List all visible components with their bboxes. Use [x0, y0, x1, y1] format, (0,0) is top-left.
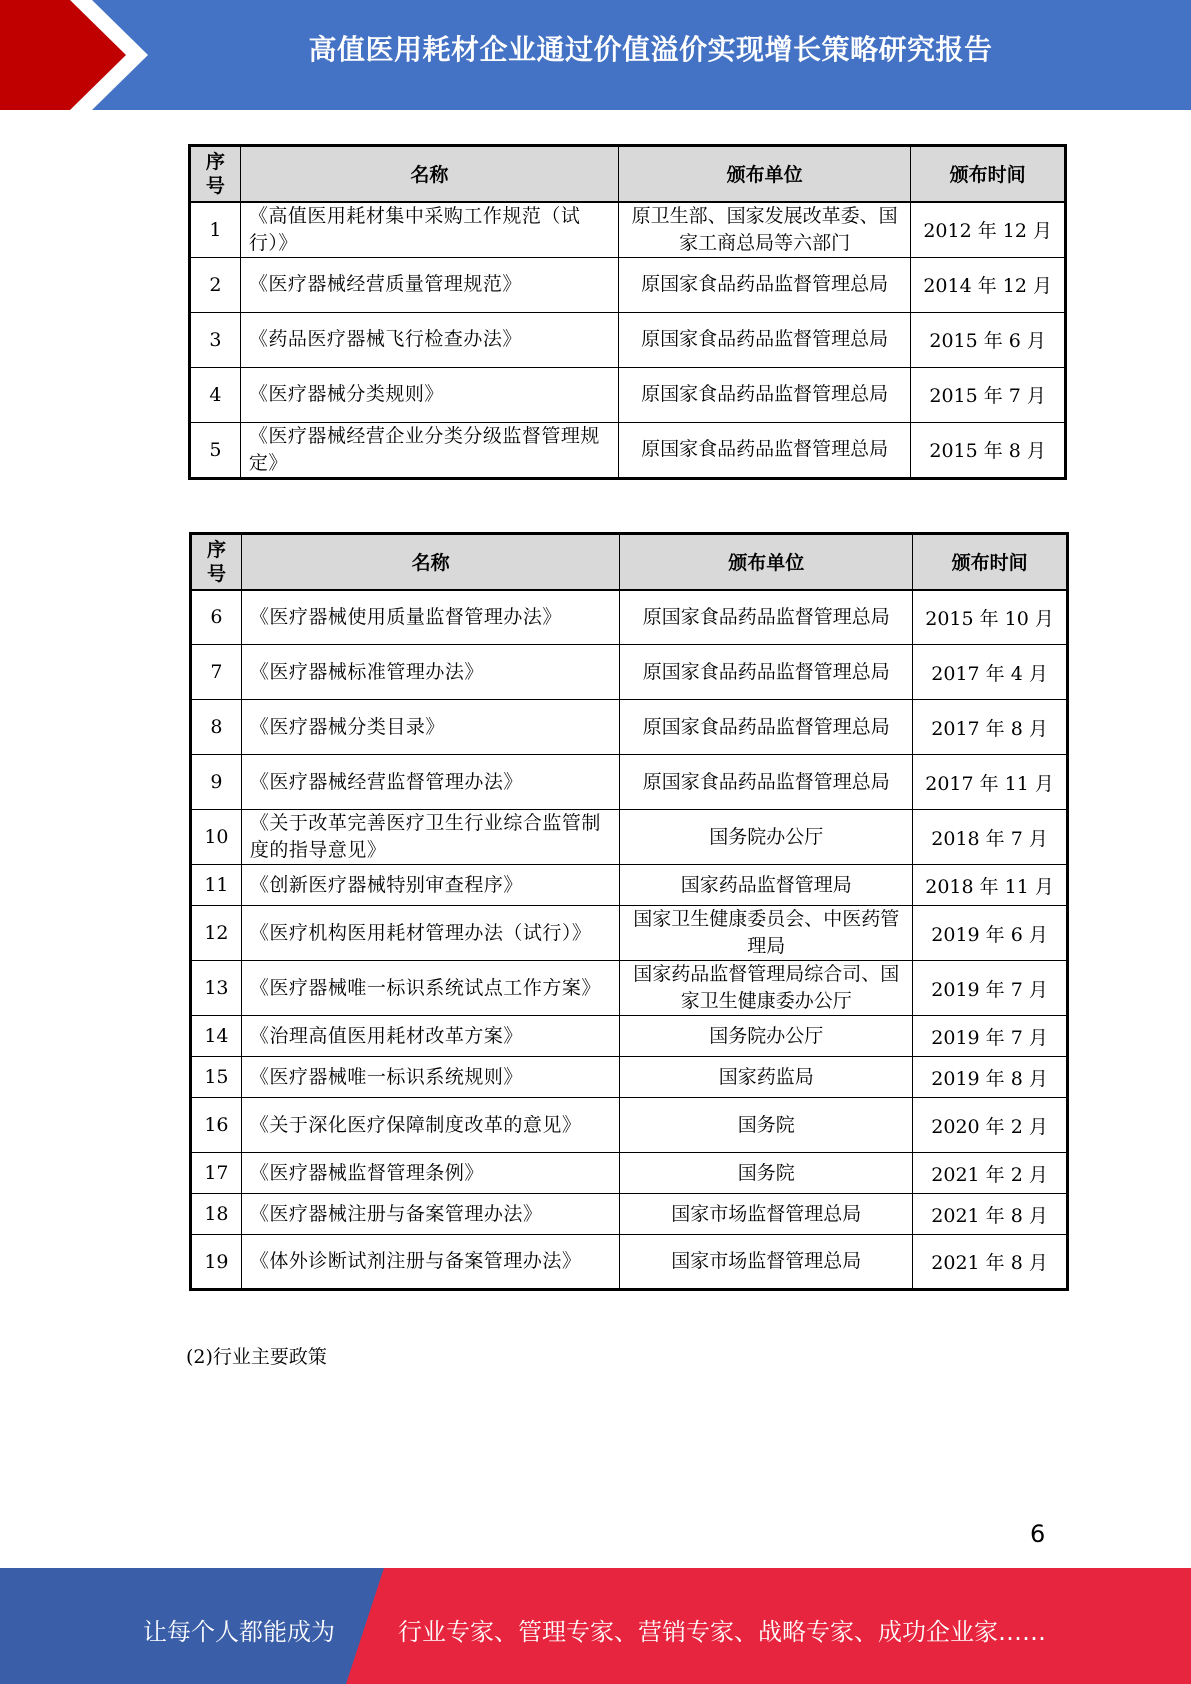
row-number: 3	[190, 312, 241, 367]
table-row	[191, 906, 1068, 961]
row-number: 16	[191, 1098, 242, 1153]
column-header-date: 颁布时间	[911, 146, 1066, 202]
issue-date: 2021 年 2 月	[913, 1153, 1068, 1194]
issuing-unit: 原国家食品药品监督管理总局	[618, 312, 910, 367]
column-header-name: 名称	[241, 534, 620, 590]
column-header-date: 颁布时间	[913, 534, 1068, 590]
issuing-unit: 国务院办公厅	[620, 1016, 913, 1057]
row-number: 18	[191, 1194, 242, 1235]
header-red-arrow-decoration	[0, 0, 160, 110]
issue-date: 2012 年 12 月	[911, 202, 1066, 258]
issuing-unit: 国家卫生健康委员会、中医药管理局	[620, 906, 913, 961]
policy-name: 《医疗器械经营企业分类分级监督管理规定》	[240, 422, 618, 478]
row-number: 15	[191, 1057, 242, 1098]
issue-date: 2017 年 4 月	[913, 645, 1068, 700]
column-header-unit: 颁布单位	[618, 146, 910, 202]
policy-name: 《医疗器械标准管理办法》	[241, 645, 620, 700]
table-row	[190, 257, 1066, 312]
issue-date: 2021 年 8 月	[913, 1194, 1068, 1235]
policy-name: 《创新医疗器械特别审查程序》	[241, 865, 620, 906]
policy-name: 《医疗器械唯一标识系统试点工作方案》	[241, 961, 620, 1016]
issuing-unit: 国务院	[620, 1098, 913, 1153]
table-header-row	[191, 534, 1068, 590]
issue-date: 2014 年 12 月	[911, 257, 1066, 312]
policy-name: 《医疗器械分类规则》	[240, 367, 618, 422]
table-row	[191, 1153, 1068, 1194]
policy-name: 《关于改革完善医疗卫生行业综合监管制度的指导意见》	[241, 810, 620, 865]
row-number: 14	[191, 1016, 242, 1057]
issuing-unit: 原国家食品药品监督管理总局	[620, 700, 913, 755]
report-title: 高值医用耗材企业通过价值溢价实现增长策略研究报告	[308, 33, 993, 66]
issue-date: 2019 年 6 月	[913, 906, 1068, 961]
table-row	[191, 865, 1068, 906]
policy-name: 《药品医疗器械飞行检查办法》	[240, 312, 618, 367]
issuing-unit: 国家市场监督管理总局	[620, 1194, 913, 1235]
table-row	[191, 755, 1068, 810]
page-header	[0, 0, 1191, 110]
table-row	[191, 961, 1068, 1016]
column-header-seq: 序号	[191, 534, 242, 590]
issue-date: 2015 年 6 月	[911, 312, 1066, 367]
issue-date: 2018 年 11 月	[913, 865, 1068, 906]
policy-name: 《医疗器械分类目录》	[241, 700, 620, 755]
issuing-unit: 原卫生部、国家发展改革委、国家工商总局等六部门	[618, 202, 910, 258]
table-row	[191, 700, 1068, 755]
issue-date: 2019 年 7 月	[913, 1016, 1068, 1057]
issue-date: 2017 年 8 月	[913, 700, 1068, 755]
policy-name: 《医疗机构医用耗材管理办法（试行）》	[241, 906, 620, 961]
row-number: 13	[191, 961, 242, 1016]
table-row	[190, 367, 1066, 422]
row-number: 11	[191, 865, 242, 906]
page-number: 6	[1030, 1520, 1046, 1548]
issue-date: 2017 年 11 月	[913, 755, 1068, 810]
issue-date: 2020 年 2 月	[913, 1098, 1068, 1153]
table-row	[191, 1194, 1068, 1235]
footer-slogan-right: 行业专家、管理专家、营销专家、战略专家、成功企业家……	[398, 1618, 1046, 1646]
policy-name: 《医疗器械使用质量监督管理办法》	[241, 590, 620, 645]
issuing-unit: 国务院办公厅	[620, 810, 913, 865]
table-row	[190, 422, 1066, 478]
row-number: 1	[190, 202, 241, 258]
policy-name: 《高值医用耗材集中采购工作规范（试行）》	[240, 202, 618, 258]
policy-name: 《医疗器械经营监督管理办法》	[241, 755, 620, 810]
issuing-unit: 国家市场监督管理总局	[620, 1235, 913, 1290]
row-number: 2	[190, 257, 241, 312]
row-number: 17	[191, 1153, 242, 1194]
issue-date: 2019 年 8 月	[913, 1057, 1068, 1098]
table-row	[191, 810, 1068, 865]
issuing-unit: 原国家食品药品监督管理总局	[618, 257, 910, 312]
issue-date: 2015 年 7 月	[911, 367, 1066, 422]
policy-table-2	[189, 532, 1069, 1291]
policy-name: 《治理高值医用耗材改革方案》	[241, 1016, 620, 1057]
issue-date: 2019 年 7 月	[913, 961, 1068, 1016]
table-row	[191, 1098, 1068, 1153]
row-number: 9	[191, 755, 242, 810]
policy-name: 《关于深化医疗保障制度改革的意见》	[241, 1098, 620, 1153]
issue-date: 2015 年 8 月	[911, 422, 1066, 478]
section-subheading: (2)行业主要政策	[186, 1346, 327, 1368]
issuing-unit: 国务院	[620, 1153, 913, 1194]
issuing-unit: 原国家食品药品监督管理总局	[620, 590, 913, 645]
policy-name: 《体外诊断试剂注册与备案管理办法》	[241, 1235, 620, 1290]
table-row	[191, 1057, 1068, 1098]
policy-name: 《医疗器械经营质量管理规范》	[240, 257, 618, 312]
issue-date: 2021 年 8 月	[913, 1235, 1068, 1290]
issue-date: 2018 年 7 月	[913, 810, 1068, 865]
table-header-row	[190, 146, 1066, 202]
column-header-unit: 颁布单位	[620, 534, 913, 590]
issuing-unit: 国家药监局	[620, 1057, 913, 1098]
row-number: 4	[190, 367, 241, 422]
issue-date: 2015 年 10 月	[913, 590, 1068, 645]
column-header-seq: 序号	[190, 146, 241, 202]
issuing-unit: 原国家食品药品监督管理总局	[618, 422, 910, 478]
table-row	[191, 645, 1068, 700]
row-number: 5	[190, 422, 241, 478]
issuing-unit: 原国家食品药品监督管理总局	[620, 755, 913, 810]
table-row	[190, 312, 1066, 367]
table-row	[191, 1235, 1068, 1290]
column-header-name: 名称	[240, 146, 618, 202]
row-number: 12	[191, 906, 242, 961]
footer-slogan-left: 让每个人都能成为	[143, 1618, 335, 1646]
table-row	[191, 590, 1068, 645]
table-row	[191, 1016, 1068, 1057]
row-number: 6	[191, 590, 242, 645]
issuing-unit: 国家药品监督管理局	[620, 865, 913, 906]
policy-table-1	[188, 144, 1067, 480]
row-number: 10	[191, 810, 242, 865]
issuing-unit: 原国家食品药品监督管理总局	[618, 367, 910, 422]
issuing-unit: 原国家食品药品监督管理总局	[620, 645, 913, 700]
policy-name: 《医疗器械注册与备案管理办法》	[241, 1194, 620, 1235]
row-number: 8	[191, 700, 242, 755]
table-row	[190, 202, 1066, 258]
row-number: 7	[191, 645, 242, 700]
page-footer	[0, 1568, 1191, 1684]
issuing-unit: 国家药品监督管理局综合司、国家卫生健康委办公厅	[620, 961, 913, 1016]
policy-name: 《医疗器械唯一标识系统规则》	[241, 1057, 620, 1098]
row-number: 19	[191, 1235, 242, 1290]
policy-name: 《医疗器械监督管理条例》	[241, 1153, 620, 1194]
